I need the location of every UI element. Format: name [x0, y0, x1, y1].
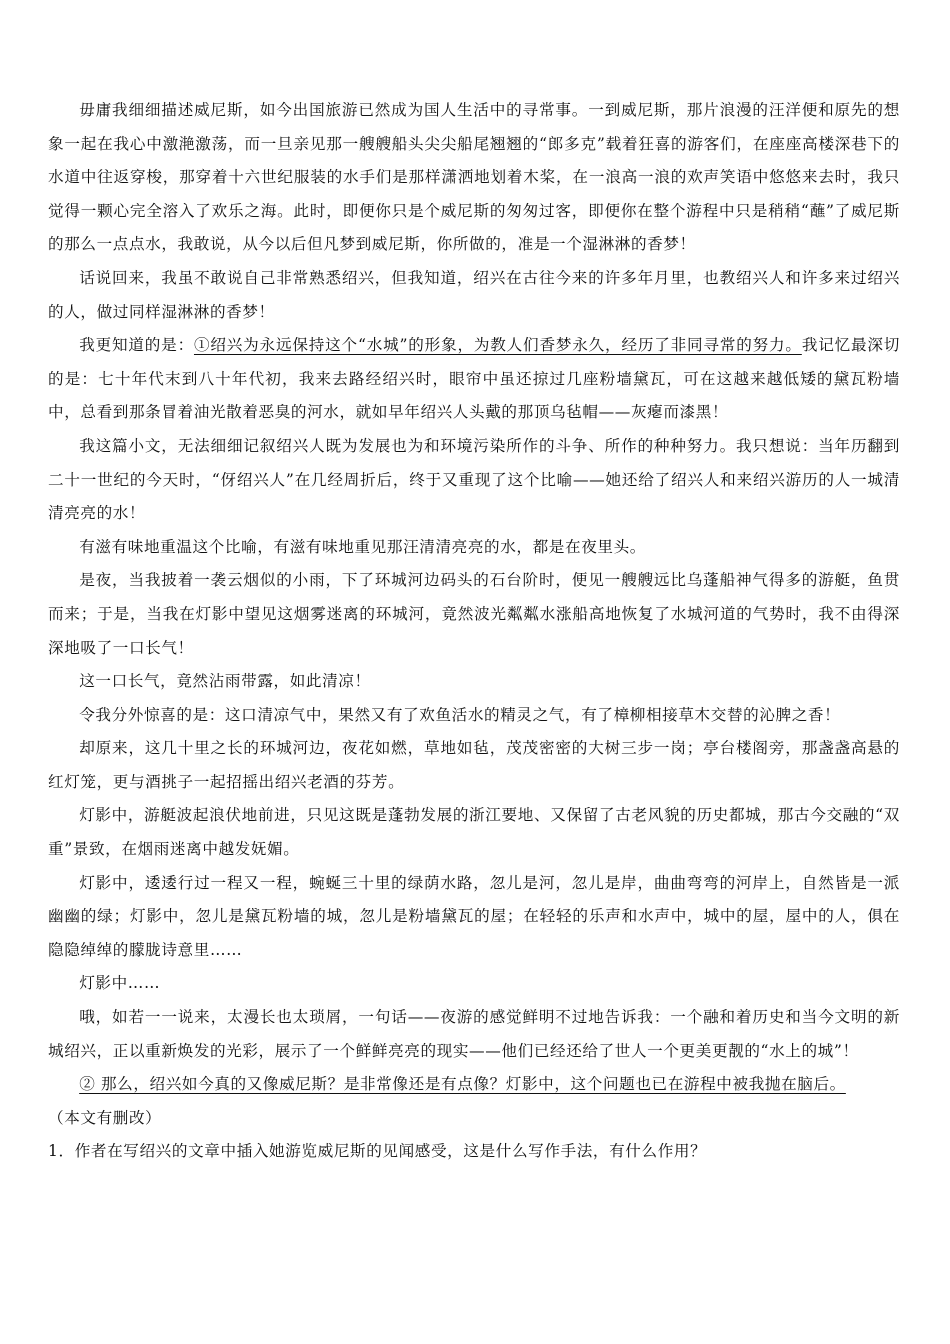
- paragraph-4: 我这篇小文，无法细细记叙绍兴人既为发展也为和环境污染所作的斗争、所作的种种努力。我只想说：当年历翻到二十一世纪的今天时，“伢绍兴人”在几经周折后，终于又重现了这个比喻——她还给了绍兴人和来绍兴游历的人一城清清亮亮的水！: [48, 436, 900, 523]
- paragraph-3: [48, 329, 900, 430]
- paragraph-8: 令我分外惊喜的是：这口清凉气中，果然又有了欢鱼活水的精灵之气，有了樟柳相接草木交替的沁脾之香！: [79, 705, 841, 724]
- paragraph-2: 话说回来，我虽不敢说自己非常熟悉绍兴，但我知道，绍兴在古往今来的许多年月里，也教绍兴人和许多来过绍兴的人，做过同样湿淋淋的香梦！: [48, 268, 900, 321]
- underlined-sentence-1: ①绍兴为永远保持这个“水城”的形象，为教人们香梦永久，经历了非同寻常的努力。: [193, 336, 802, 355]
- paragraph-7: 这一口长气，竟然沾雨带露，如此清凉！: [79, 672, 371, 691]
- edit-note: （本文有删改）: [48, 1108, 162, 1127]
- paragraph-3-lead: 我更知道的是：: [79, 336, 194, 355]
- paragraph-5: 有滋有味地重温这个比喻，有滋有味地重见那汪清清亮亮的水，都是在夜里头。: [79, 537, 646, 556]
- paragraph-3-rest: 我记忆最深切的是：七十年代末到八十年代初，我来去路经绍兴时，眼帘中虽还掠过几座粉墙黛瓦，可在这越来越低矮的黛瓦粉墙中，总看到那条冒着油光散着恶臭的河水，就如早年绍兴人头戴的那顶乌毡帽——灰瘪而漆黑！: [48, 336, 900, 422]
- document-body: [48, 94, 900, 1169]
- paragraph-11: 灯影中，逶逶行过一程又一程，蜿蜒三十里的绿荫水路，忽儿是河，忽儿是岸，曲曲弯弯的河岸上，自然皆是一派幽幽的绿；灯影中，忽儿是黛瓦粉墙的城，忽儿是粉墙黛瓦的屋；在轻轻的乐声和水声中，城中的屋，屋中的人，俱在隐隐绰绰的朦胧诗意里……: [48, 873, 900, 959]
- question-1: 1．作者在写绍兴的文章中插入她游览威尼斯的见闻感受，这是什么写作手法，有什么作用？: [48, 1142, 707, 1161]
- paragraph-12: 灯影中……: [79, 974, 161, 993]
- paragraph-6: 是夜，当我披着一袭云烟似的小雨，下了环城河边码头的石台阶时，便见一艘艘远比乌蓬船神气得多的游艇，鱼贯而来；于是，当我在灯影中望见这烟雾迷离的环城河，竟然波光粼粼水涨船高地恢复了水城河道的气势时，我不由得深深地吸了一口长气！: [48, 571, 900, 657]
- paragraph-1: 毋庸我细细描述威尼斯，如今出国旅游已然成为国人生活中的寻常事。一到威尼斯，那片浪漫的汪洋便和原先的想象一起在我心中激滟激荡，而一旦亲见那一艘艘船头尖尖船尾翘翘的“郎多克”载着狂喜的游客们，在座座高楼深巷下的水道中往返穿梭，那穿着十六世纪服装的水手们是那样潇洒地划着木桨，在一浪高一浪的欢声笑语中悠悠来去时，我只觉得一颗心完全溶入了欢乐之海。此时，即便你只是个威尼斯的匆匆过客，即便你在整个游程中只是稍稍“蘸”了威尼斯的那么一点点水，我敢说，从今以后但凡梦到威尼斯，你所做的，准是一个湿淋淋的香梦！: [48, 101, 900, 254]
- paragraph-9: 却原来，这几十里之长的环城河边，夜花如燃，草地如毡，茂茂密密的大树三步一岗；亭台楼阁旁，那盏盏高悬的红灯笼，更与酒挑子一起招摇出绍兴老酒的芬芳。: [48, 739, 900, 791]
- underlined-sentence-2: ② 那么，绍兴如今真的又像威尼斯？是非常像还是有点像？灯影中，这个问题也已在游程中被我抛在脑后。: [79, 1075, 846, 1094]
- paragraph-10: 灯影中，游艇波起浪伏地前进，只见这既是蓬勃发展的浙江要地、又保留了古老风貌的历史都城，那古今交融的“双重”景致，在烟雨迷离中越发妩媚。: [48, 806, 900, 859]
- paragraph-14: [48, 1068, 900, 1102]
- paragraph-13: 哦，如若一一说来，太漫长也太琐屑，一句话——夜游的感觉鲜明不过地告诉我：一个融和着历史和当今文明的新城绍兴，正以重新焕发的光彩，展示了一个鲜鲜亮亮的现实——他们已经还给了世人一个更美更靓的“水上的城”！: [48, 1008, 900, 1060]
